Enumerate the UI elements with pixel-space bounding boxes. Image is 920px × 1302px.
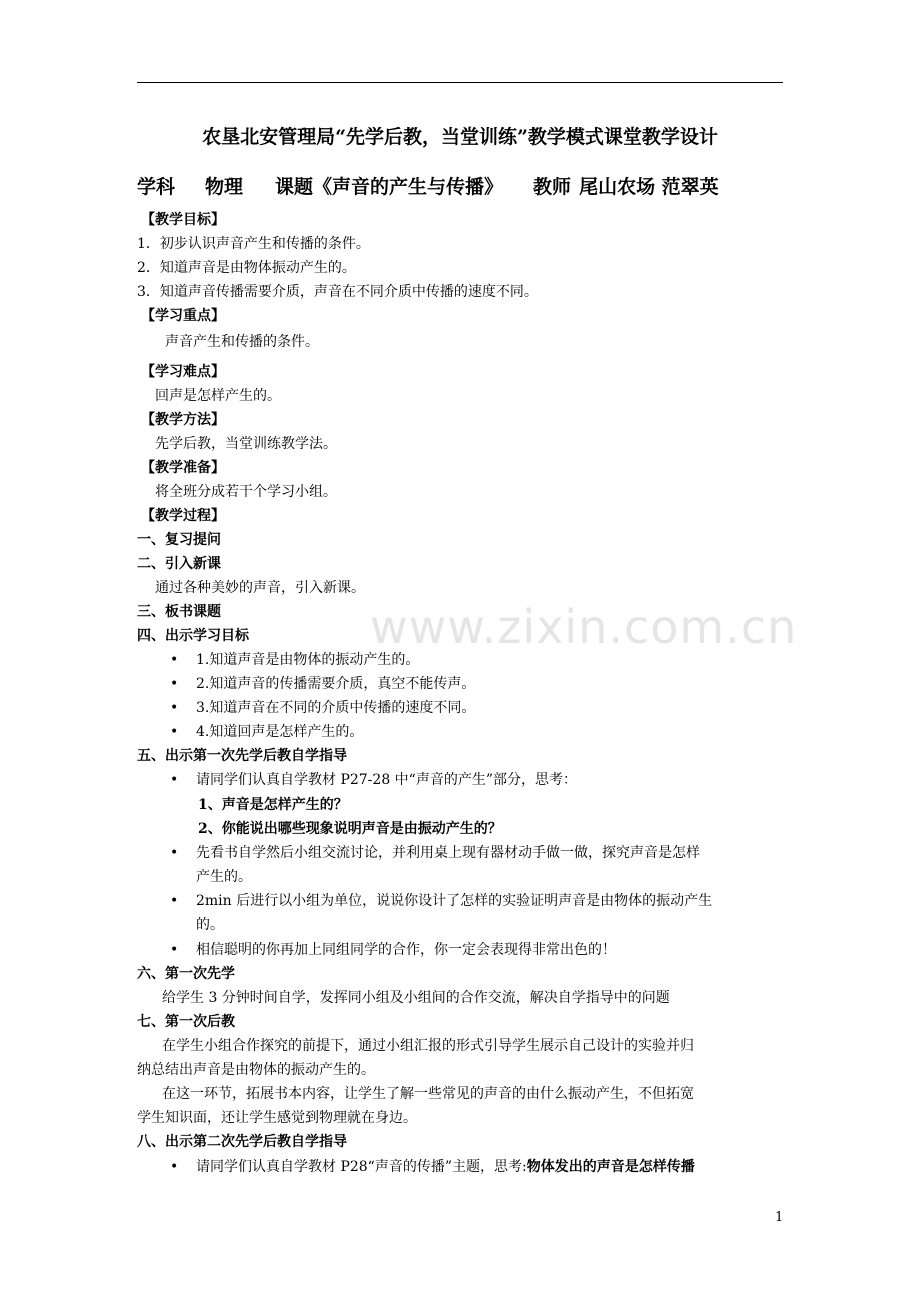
section-heading: 五、出示第一次先学后教自学指导 [137,748,347,764]
question: 1、声音是怎样产生的？ [198,797,348,813]
bullet-icon: • [170,676,179,692]
list-item: 相信聪明的你再加上同组同学的合作，你一定会表现得非常出色的！ [196,942,616,958]
bullet-icon: • [170,1159,179,1175]
list-item-continuation: 产生的。 [196,869,252,885]
paragraph-line: 在学生小组合作探究的前提下，通过小组汇报的形式引导学生展示自己设计的实验并归 [162,1038,694,1054]
section-text: 通过各种美妙的声音，引入新课。 [155,580,365,596]
list-item: 2min 后进行以小组为单位，说说你设计了怎样的实验证明声音是由物体的振动产生 [196,893,713,909]
paragraph-line: 学生知识面，还让学生感觉到物理就在身边。 [137,1110,417,1126]
list-item [196,1155,695,1179]
prep-text: 将全班分成若干个学习小组。 [155,484,337,500]
process-heading: 【教学过程】 [141,508,225,524]
key-heading: 【学习重点】 [141,308,225,324]
bullet-icon: • [170,893,179,909]
subject-line [137,172,719,199]
method-heading: 【教学方法】 [141,412,225,428]
document-title: 农垦北安管理局“先学后教，当堂训练”教学模式课堂教学设计 [202,126,718,148]
teacher-label: 教师 [533,176,572,198]
paragraph-line: 纳总结出声音是由物体的振动产生的。 [137,1062,375,1078]
bullet-icon: • [170,652,179,668]
teacher-name: 尾山农场 范翠英 [579,176,719,198]
list-item: 4.知道回声是怎样产生的。 [196,724,364,740]
bullet-icon: • [170,845,179,861]
list-item: 2.知道声音的传播需要介质，真空不能传声。 [196,676,476,692]
section-heading: 三、板书课题 [137,604,221,620]
goals-heading: 【教学目标】 [141,212,225,228]
page-number: 1 [775,1210,784,1225]
bullet-icon: • [170,724,179,740]
section-text: 给学生 3 分钟时间自学，发挥同小组及小组间的合作交流，解决自学指导中的问题 [162,990,670,1006]
watermark-text: www.zixin.com.cn [370,600,798,654]
difficulty-heading: 【学习难点】 [141,364,225,380]
section-heading: 八、出示第二次先学后教自学指导 [137,1134,347,1150]
question: 2、你能说出哪些现象说明声音是由振动产生的？ [198,821,502,837]
goal-item: 3．知道声音传播需要介质，声音在不同介质中传播的速度不同。 [137,284,538,300]
topic: 课题《声音的产生与传播》 [275,176,504,198]
list-item: 3.知道声音在不同的介质中传播的速度不同。 [196,700,476,716]
method-text: 先学后教，当堂训练教学法。 [155,436,337,452]
section-heading: 一、复习提问 [137,532,221,548]
list-item-text: 请同学们认真自学教材 P28“声音的传播”主题，思考: [196,1159,527,1175]
list-item-bold-text: 物体发出的声音是怎样传播 [526,1159,695,1175]
section-heading: 二、引入新课 [137,556,221,572]
list-item: 先看书自学然后小组交流讨论，并利用桌上现有器材动手做一做，探究声音是怎样 [196,845,700,861]
goal-item: 1．初步认识声音产生和传播的条件。 [137,236,370,252]
list-item: 1.知道声音是由物体的振动产生的。 [196,652,420,668]
goal-item: 2．知道声音是由物体振动产生的。 [137,260,356,276]
section-heading: 七、第一次后教 [137,1014,235,1030]
key-text: 声音产生和传播的条件。 [165,334,319,350]
paragraph-line: 在这一环节，拓展书本内容，让学生了解一些常见的声音的由什么振动产生，不但拓宽 [162,1086,694,1102]
subject-value: 物理 [205,176,244,198]
section-heading: 四、出示学习目标 [137,628,249,644]
bullet-icon: • [170,772,179,788]
subject-label: 学科 [137,176,176,198]
bullet-icon: • [170,700,179,716]
header-rule [137,82,783,83]
section-heading: 六、第一次先学 [137,966,235,982]
difficulty-text: 回声是怎样产生的。 [155,388,281,404]
bullet-icon: • [170,942,179,958]
prep-heading: 【教学准备】 [141,460,225,476]
list-item-continuation: 的。 [196,917,224,933]
list-item: 请同学们认真自学教材 P27-28 中“声音的产生”部分，思考： [196,772,577,788]
